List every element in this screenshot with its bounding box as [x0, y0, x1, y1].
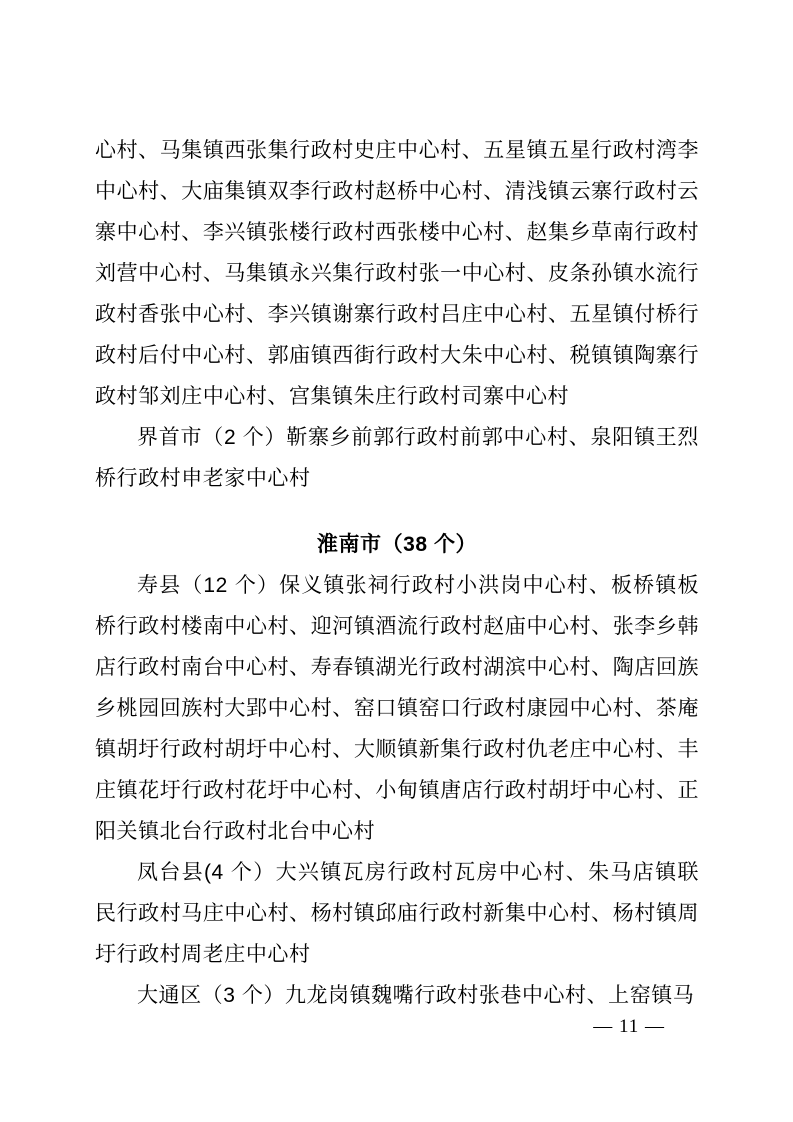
body-paragraph-shou-county: 寿县（12 个）保义镇张祠行政村小洪岗中心村、板桥镇板桥行政村楼南中心村、迎河镇酒流行政村赵庙中心村、张李乡韩店行政村南台中心村、寿春镇湖光行政村湖滨中心村、陶店回族乡桃园回族村大郢中心村、窑口镇窑口行政村康园中心村、茶庵镇胡圩行政村胡圩中心村、大顺镇新集行政村仇老庄中心村、丰庄镇花圩行政村花圩中心村、小甸镇唐店行政村胡圩中心村、正阳关镇北台行政村北台中心村 — [95, 574, 699, 843]
body-paragraph-continuation: 心村、马集镇西张集行政村史庄中心村、五星镇五星行政村湾李中心村、大庙集镇双李行政村赵桥中心村、清浅镇云寨行政村云寨中心村、李兴镇张楼行政村西张楼中心村、赵集乡草南行政村刘营中心村、马集镇永兴集行政村张一中心村、皮条孙镇水流行政村香张中心村、李兴镇谢寨行政村吕庄中心村、五星镇付桥行政村后付中心村、郭庙镇西街行政村大朱中心村、税镇镇陶寨行政村邹刘庄中心村、宫集镇朱庄行政村司寨中心村 — [95, 139, 699, 408]
section-heading-huainan-city: 淮南市（38 个） — [316, 533, 478, 556]
body-paragraph-datong-district: 大通区（3 个）九龙岗镇魏嘴行政村张巷中心村、上窑镇马 — [137, 984, 695, 1007]
body-paragraph-jieshou-city: 界首市（2 个）靳寨乡前郭行政村前郭中心村、泉阳镇王烈桥行政村申老家中心村 — [95, 426, 699, 490]
page-number: — 11 — — [593, 1016, 665, 1037]
body-paragraph-fengtai-county: 凤台县(4 个）大兴镇瓦房行政村瓦房中心村、朱马店镇联民行政村马庄中心村、杨村镇邱庙行政村新集中心村、杨村镇周圩行政村周老庄中心村 — [95, 861, 699, 966]
document-body — [95, 130, 699, 1016]
